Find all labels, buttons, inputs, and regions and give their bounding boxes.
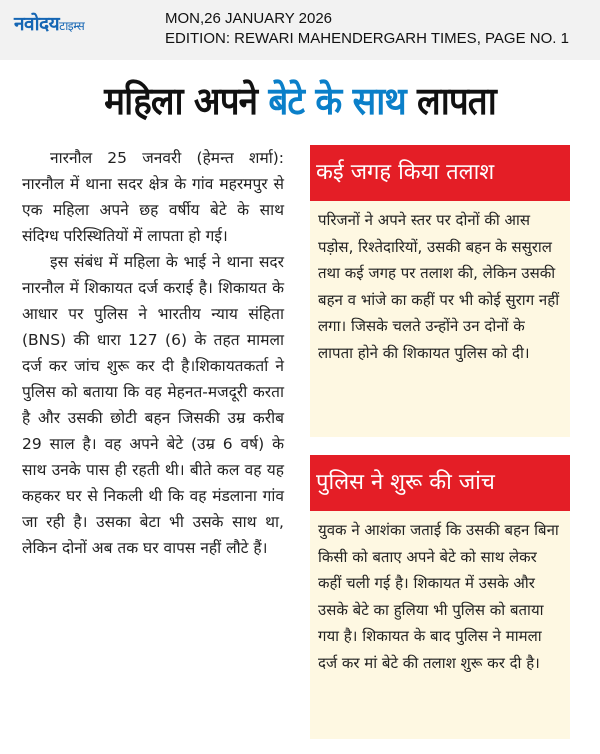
- sidebar-box-heading: पुलिस ने शुरू की जांच: [310, 455, 570, 511]
- logo-sub-text: टाइम्स: [59, 19, 85, 33]
- sidebar-box-investigation: [310, 455, 570, 739]
- sidebar-box-heading: कई जगह किया तलाश: [310, 145, 570, 201]
- newspaper-header: [0, 0, 600, 60]
- headline: [24, 70, 576, 132]
- headline-part-1: महिला अपने: [104, 79, 269, 123]
- sidebar-box-body: युवक ने आशंका जताई कि उसकी बहन बिना किसी को बताए अपने बेटे को साथ लेकर कहीं चली गई है। शिकायत में उसके और उसके बेटे का हुलिया भी पुलिस को बताया गया है। शिकायत के बाद पुलिस ने मामला दर्ज कर मां बेटे की तलाश शुरू कर दी है।: [310, 511, 570, 739]
- newspaper-logo: [14, 10, 84, 36]
- article-body: [22, 145, 284, 561]
- sidebar-box-search: [310, 145, 570, 437]
- article-paragraph-1: नारनौल 25 जनवरी (हेमन्त शर्मा): नारनौल में थाना सदर क्षेत्र के गांव महरमपुर से एक महिला अपने छह वर्षीय बेटे के साथ संदिग्ध परिस्थितियों में लापता हो गई।: [22, 149, 284, 245]
- headline-highlight: बेटे के साथ: [268, 79, 406, 123]
- edition-meta: [165, 9, 569, 49]
- sidebar-box-body: परिजनों ने अपने स्तर पर दोनों की आस पड़ोस, रिश्तेदारियों, उसकी बहन के ससुराल तथा कई जगह पर तलाश की, लेकिन उसकी बहन व भांजे का कहीं पर भी कोई सुराग नहीं लगा। जिसके चलते उन्होंने उन दोनों के लापता होने की शिकायत पुलिस को दी।: [310, 201, 570, 437]
- edition-info: EDITION: REWARI MAHENDERGARH TIMES, PAGE NO. 1: [165, 30, 569, 47]
- headline-part-3: लापता: [405, 79, 496, 123]
- article-paragraph-2: इस संबंध में महिला के भाई ने थाना सदर नारनौल में शिकायत दर्ज कराई है। शिकायत के आधार पर पुलिस ने भारतीय न्याय संहिता (BNS) की धारा 127 (6) के तहत मामला दर्ज कर जांच शुरू कर दी है।शिकायतकर्ता ने पुलिस को बताया कि वह मेहनत-मजदूरी करता है और उसकी छोटी बहन जिसकी उम्र करीब 29 साल है। वह अपने बेटे (उम्र 6 वर्ष) के साथ उनके पास ही रहती थी। बीते कल वह यह कहकर घर से निकली थी कि वह मंडलाना गांव जा रही है। उसका बेटा भी उसके साथ था, लेकिन दोनों अब तक घर वापस नहीं लौटे हैं।: [22, 253, 284, 557]
- logo-main-text: नवोदय: [14, 13, 60, 35]
- publication-date: MON,26 JANUARY 2026: [165, 10, 333, 27]
